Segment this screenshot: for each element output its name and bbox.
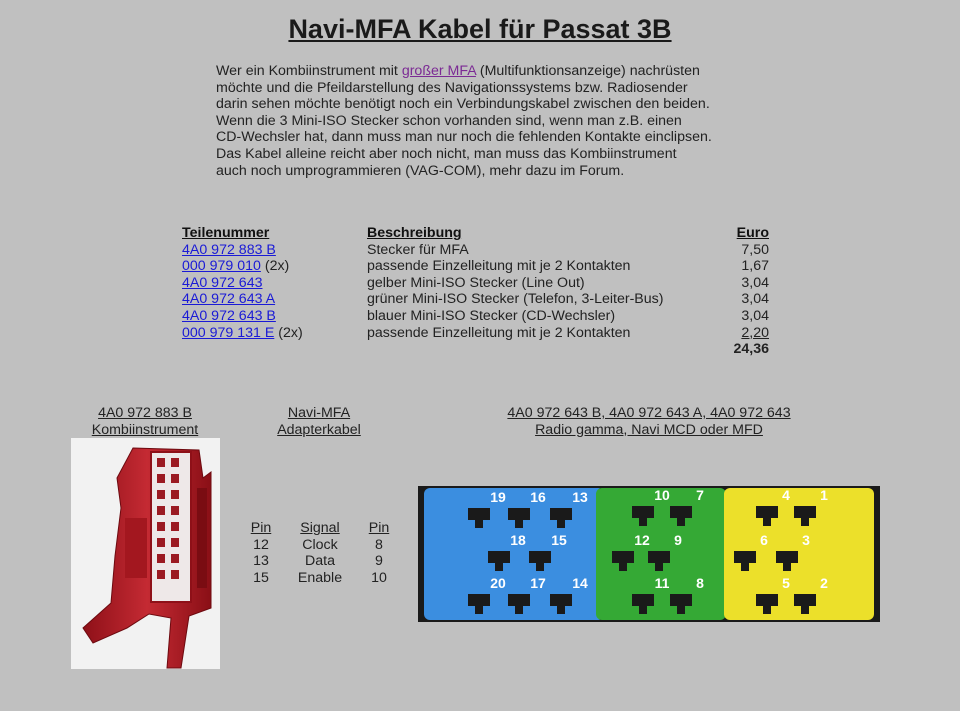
parts-table (182, 225, 772, 358)
parts-header-row (182, 225, 772, 242)
header-signal: Signal (300, 520, 340, 536)
part-price: 7,50 (741, 241, 769, 258)
pin-left: 13 (253, 553, 269, 570)
total-row (182, 341, 772, 358)
table-row (238, 570, 402, 587)
pin-contact (670, 506, 692, 518)
pin-contact-stem (801, 518, 809, 526)
pin-number-label: 14 (572, 575, 588, 591)
pin-contact (468, 508, 490, 520)
pin-contact-stem (763, 606, 771, 614)
pin-contact (632, 506, 654, 518)
page-title: Navi-MFA Kabel für Passat 3B (288, 14, 672, 44)
pin-number-label: 11 (654, 575, 670, 591)
pin-number-label: 13 (572, 489, 588, 505)
part-link[interactable]: 4A0 972 643 (182, 274, 263, 291)
pin-contact (794, 594, 816, 606)
pin-contact (508, 594, 530, 606)
pin-number-label: 19 (490, 489, 506, 505)
pin-right: 9 (375, 553, 383, 570)
pin-contact-stem (515, 606, 523, 614)
part-price: 3,04 (741, 274, 769, 291)
pin-contact-stem (639, 518, 647, 526)
intro-line: möchte und die Pfeildarstellung des Navigationssystems bzw. Radiosender (216, 79, 688, 96)
part-link[interactable]: 000 979 131 E (182, 324, 275, 341)
part-link[interactable]: 000 979 010 (182, 258, 261, 275)
pin-contact (756, 594, 778, 606)
mfa-plug-image (71, 438, 220, 669)
pin-left: 15 (253, 569, 269, 586)
pin-contact-stem (801, 606, 809, 614)
table-row (182, 291, 772, 308)
pin-table (238, 520, 402, 586)
table-row (238, 537, 402, 554)
pin-number-label: 8 (696, 575, 704, 591)
pin-contact-stem (536, 563, 544, 571)
pin-contact-stem (763, 518, 771, 526)
pin-contact (670, 594, 692, 606)
pin-number-label: 2 (820, 575, 828, 591)
header-part: Teilenummer (182, 225, 270, 241)
pin-contact (756, 506, 778, 518)
intro-line: Das Kabel alleine reicht aber noch nicht, man muss das Kombiinstrument (216, 145, 677, 162)
intro-line-1: Wer ein Kombiinstrument mit großer MFA (Multifunktionsanzeige) nachrüsten (216, 63, 700, 79)
gross-mfa-link[interactable]: großer MFA (401, 63, 476, 79)
pin-contact (648, 551, 670, 563)
pin-number-label: 20 (490, 575, 506, 591)
pin-number-label: 7 (696, 487, 704, 503)
part-desc: passende Einzelleitung mit je 2 Kontakten (367, 324, 631, 341)
pin-number-label: 4 (782, 487, 790, 503)
pin-contact-stem (677, 518, 685, 526)
mfa-plug-drawing (71, 438, 220, 669)
signal-name: Clock (302, 536, 338, 553)
part-price: 2,20 (741, 324, 769, 341)
pin-contact (550, 508, 572, 520)
pin-contact (488, 551, 510, 563)
intro-line: auch noch umprogrammieren (VAG-COM), mehr dazu im Forum. (216, 162, 625, 179)
table-row (182, 308, 772, 325)
part-desc: passende Einzelleitung mit je 2 Kontakten (367, 258, 631, 275)
pin-number-label: 12 (634, 532, 650, 548)
part-desc: gelber Mini-ISO Stecker (Line Out) (367, 274, 585, 291)
table-row: 000 979 131 E (2x) passende Einzelleitung mit je 2 Kontakten 2,20 (182, 324, 769, 341)
part-desc: blauer Mini-ISO Stecker (CD-Wechsler) (367, 307, 616, 324)
intro-text (216, 63, 756, 179)
pin-contact (468, 594, 490, 606)
caption-kombiinstrument: 4A0 972 883 B Kombiinstrument (91, 405, 199, 438)
pin-contact-stem (475, 520, 483, 528)
pin-number-label: 15 (551, 532, 567, 548)
table-row (182, 242, 772, 259)
mini-iso-connector-drawing (418, 486, 880, 622)
pin-contact-stem (741, 563, 749, 571)
pin-contact-stem (655, 563, 663, 571)
caption-radio: 4A0 972 643 B, 4A0 972 643 A, 4A0 972 643 Radio gamma, Navi MCD oder MFD (507, 405, 791, 438)
part-desc: Stecker für MFA (367, 241, 469, 258)
pin-contact-stem (619, 563, 627, 571)
header-pin-right: Pin (368, 520, 390, 536)
pin-contact (508, 508, 530, 520)
pin-contact (632, 594, 654, 606)
pin-number-label: 1 (820, 487, 828, 503)
pin-number-label: 3 (802, 532, 810, 548)
caption-adapterkabel: Navi-MFA Adapterkabel (277, 405, 361, 438)
part-link[interactable]: 4A0 972 883 B (182, 241, 276, 258)
part-desc: grüner Mini-ISO Stecker (Telefon, 3-Leiter-Bus) (367, 291, 664, 308)
pin-contact-stem (475, 606, 483, 614)
signal-name: Enable (297, 569, 343, 586)
pin-contact-stem (783, 563, 791, 571)
part-link[interactable]: 4A0 972 643 A (182, 291, 276, 308)
pin-left: 12 (253, 536, 269, 553)
pin-right: 10 (371, 569, 387, 586)
mini-iso-connector-image (418, 486, 880, 622)
pin-number-label: 16 (530, 489, 546, 505)
pin-header-row (238, 520, 402, 537)
table-row: 000 979 010 (2x) passende Einzelleitung mit je 2 Kontakten 1,67 (182, 258, 769, 275)
pin-right: 8 (375, 536, 383, 553)
pin-number-label: 9 (674, 532, 682, 548)
part-price: 1,67 (741, 258, 769, 275)
pin-contact (776, 551, 798, 563)
pin-number-label: 17 (530, 575, 546, 591)
pin-contact (794, 506, 816, 518)
pin-contact (529, 551, 551, 563)
pin-contact-stem (677, 606, 685, 614)
total-price: 24,36 (733, 341, 769, 358)
pin-number-label: 18 (510, 532, 526, 548)
intro-line: Wenn die 3 Mini-ISO Stecker schon vorhanden sind, wenn man z.B. einen (216, 112, 682, 129)
pin-contact (612, 551, 634, 563)
signal-name: Data (305, 553, 335, 570)
table-row (182, 275, 772, 292)
pin-contact-stem (557, 606, 565, 614)
pin-contact-stem (495, 563, 503, 571)
part-price: 3,04 (741, 307, 769, 324)
pin-contact (734, 551, 756, 563)
part-link[interactable]: 4A0 972 643 B (182, 307, 276, 324)
header-pin-left: Pin (250, 520, 272, 536)
part-price: 3,04 (741, 291, 769, 308)
pin-contact-stem (639, 606, 647, 614)
table-row (238, 553, 402, 570)
pin-number-label: 6 (760, 532, 768, 548)
pin-number-label: 5 (782, 575, 790, 591)
intro-line: CD-Wechsler hat, dann muss man nur noch die fehlenden Kontakte einclipsen. (216, 129, 712, 146)
intro-line: darin sehen möchte benötigt noch ein Verbindungskabel zwischen den beiden. (216, 96, 710, 113)
header-desc: Beschreibung (367, 225, 462, 241)
pin-contact (550, 594, 572, 606)
pin-number-label: 10 (654, 487, 670, 503)
pin-contact-stem (515, 520, 523, 528)
header-euro: Euro (736, 225, 769, 241)
pin-contact-stem (557, 520, 565, 528)
